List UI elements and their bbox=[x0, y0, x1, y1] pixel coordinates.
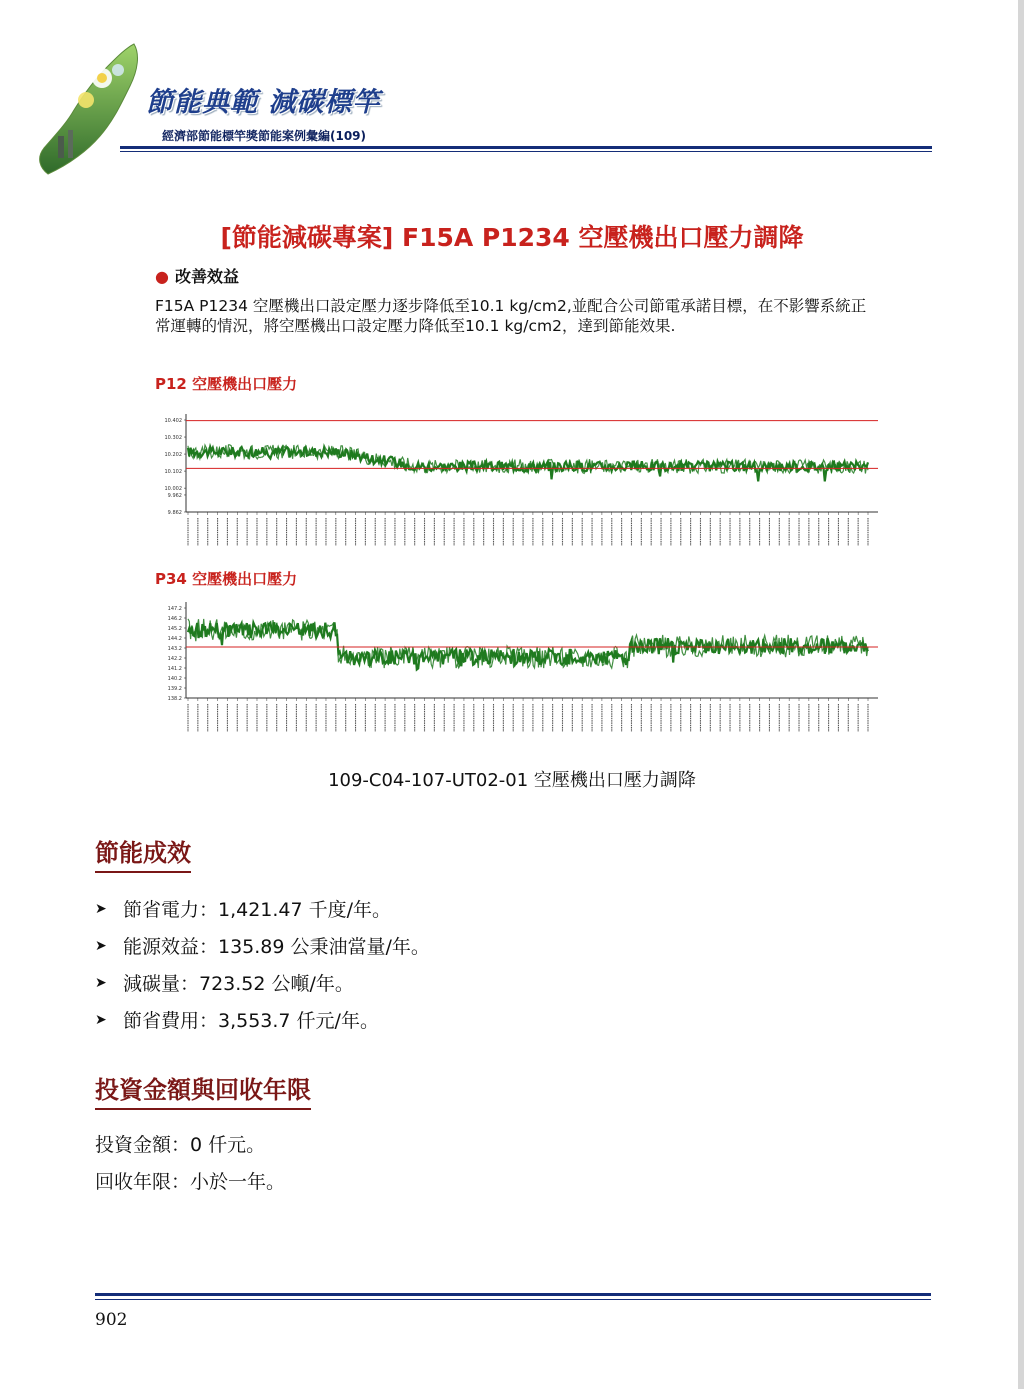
case-paragraph: F15A P1234 空壓機出口設定壓力逐步降低至10.1 kg/cm2,並配合公司節電承諾目標，在不影響系統正常運轉的情況，將空壓機出口設定壓力降低至10.1 kg/cm2，達到節能效果. bbox=[155, 297, 867, 335]
savings-item-text: 減碳量：723.52 公噸/年。 bbox=[123, 973, 354, 995]
list-item bbox=[95, 927, 430, 964]
savings-item-text: 節省費用：3,553.7 仟元/年。 bbox=[123, 1010, 379, 1032]
chart-p12-svg bbox=[148, 408, 888, 558]
page-edge bbox=[1018, 0, 1024, 1389]
y-tick-label: 10.302 bbox=[164, 435, 182, 442]
investment-heading: 投資金額與回收年限 bbox=[95, 1070, 311, 1110]
arrow-bullet-icon: ➤ bbox=[95, 974, 107, 991]
list-item bbox=[95, 964, 430, 1001]
y-tick-label: 142.2 bbox=[167, 656, 182, 662]
y-tick-label: 10.202 bbox=[164, 452, 182, 459]
chart-title-p34: P34 空壓機出口壓力 bbox=[155, 570, 298, 588]
y-tick-label: 144.2 bbox=[167, 636, 182, 642]
header-subtitle: 經濟部節能標竿獎節能案例彙編(109) bbox=[162, 129, 367, 143]
savings-item-text: 節省電力：1,421.47 千度/年。 bbox=[123, 899, 392, 921]
arrow-bullet-icon: ➤ bbox=[95, 900, 107, 917]
footer-rule bbox=[95, 1293, 931, 1296]
list-item bbox=[95, 890, 430, 927]
figure-caption: 109-C04-107-UT02-01 空壓機出口壓力調降 bbox=[328, 770, 696, 791]
chart-p12 bbox=[148, 408, 888, 558]
case-title: [節能減碳專案] F15A P1234 空壓機出口壓力調降 bbox=[220, 223, 804, 252]
taiwan-map-logo bbox=[22, 40, 162, 180]
y-tick-label: 146.2 bbox=[167, 616, 182, 622]
y-tick-label: 9.862 bbox=[167, 510, 182, 516]
y-tick-label: 10.402 bbox=[164, 418, 182, 424]
bullet-heading bbox=[155, 264, 239, 287]
bullet-dot-icon: ● bbox=[155, 267, 169, 286]
investment-amount: 投資金額：0 仟元。 bbox=[95, 1134, 266, 1156]
y-tick-label: 140.2 bbox=[167, 676, 182, 682]
bullet-heading-text: 改善效益 bbox=[174, 267, 239, 286]
header-rule bbox=[120, 146, 932, 149]
series-line bbox=[188, 622, 868, 669]
y-tick-label: 141.2 bbox=[167, 666, 182, 672]
y-tick-label: 9.962 bbox=[167, 492, 182, 499]
list-item bbox=[95, 1001, 430, 1038]
chart-title-p12: P12 空壓機出口壓力 bbox=[155, 375, 298, 393]
investment-payback: 回收年限：小於一年。 bbox=[95, 1171, 286, 1193]
y-tick-label: 147.2 bbox=[167, 606, 182, 612]
page-number: 902 bbox=[95, 1310, 128, 1330]
chart-p34-svg bbox=[148, 602, 888, 742]
y-tick-label: 10.002 bbox=[164, 486, 182, 493]
y-tick-label: 138.2 bbox=[167, 696, 182, 702]
series-line bbox=[188, 447, 868, 482]
y-tick-label: 10.102 bbox=[164, 469, 182, 476]
header-title: 節能典範 減碳標竿 bbox=[146, 87, 381, 118]
y-tick-label: 143.2 bbox=[167, 646, 182, 652]
footer-rule-thin bbox=[95, 1299, 931, 1300]
arrow-bullet-icon: ➤ bbox=[95, 1011, 107, 1028]
header-rule-thin bbox=[120, 151, 932, 152]
savings-item-text: 能源效益：135.89 公秉油當量/年。 bbox=[123, 936, 430, 958]
y-tick-label: 145.2 bbox=[167, 626, 182, 632]
savings-list bbox=[95, 890, 430, 1038]
chart-p34 bbox=[148, 602, 888, 742]
arrow-bullet-icon: ➤ bbox=[95, 937, 107, 954]
page-header bbox=[22, 40, 942, 190]
savings-heading: 節能成效 bbox=[95, 833, 191, 873]
y-tick-label: 139.2 bbox=[167, 686, 182, 692]
